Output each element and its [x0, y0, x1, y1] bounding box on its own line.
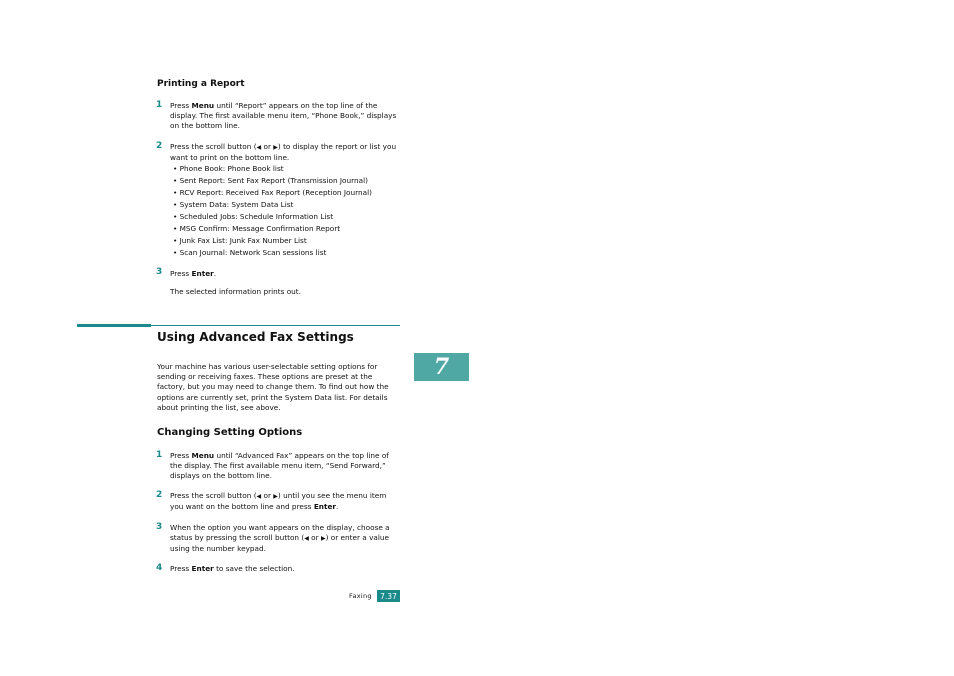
right-arrow-icon: ▶ — [273, 493, 278, 500]
section-intro: Your machine has various user-selectable setting options for sending or receiving faxes. These options are preset at the factory, but you may need to change them. To find out how the options are currently set, print the System Data list. For details about printing the list, see above. — [157, 362, 389, 412]
section-title: Using Advanced Fax Settings — [157, 330, 354, 344]
list-item: • Scan Journal: Network Scan sessions list — [173, 247, 372, 259]
left-arrow-icon: ◀ — [256, 144, 262, 151]
step-number: 1 — [156, 100, 163, 110]
list-item: • Scheduled Jobs: Schedule Information List — [173, 211, 372, 223]
step-text: Press Enter to save the selection. — [170, 564, 295, 573]
section-rule-accent — [77, 324, 151, 327]
step-number: 3 — [156, 267, 163, 277]
left-arrow-icon: ◀ — [304, 535, 309, 543]
list-item: • Junk Fax List: Junk Fax Number List — [173, 235, 372, 247]
report-heading: Printing a Report — [157, 79, 245, 89]
step-text: Press Menu until “Report” appears on the top line of the display. The first available menu item, “Phone Book,” displays on the bottom line. — [170, 101, 397, 131]
step-text: Press Enter. — [170, 269, 217, 278]
section-rule — [151, 325, 400, 326]
right-arrow-icon: ▶ — [320, 535, 326, 543]
list-item: • Phone Book: Phone Book list — [173, 163, 372, 175]
subsection-title: Changing Setting Options — [157, 427, 303, 438]
step-text: Press the scroll button (◀ or ▶) to display the report or list you want to print on the bottom line. — [170, 142, 397, 163]
step-number: 2 — [156, 141, 163, 151]
note-text: The selected information prints out. — [170, 287, 301, 296]
list-item: • MSG Confirm: Message Confirmation Report — [173, 223, 372, 235]
step-number: 2 — [156, 490, 163, 500]
chapter-tab: 7 — [414, 353, 469, 381]
step-number: 4 — [156, 563, 163, 573]
step-number: 3 — [156, 522, 163, 532]
footer-chapter-label: Faxing — [349, 592, 372, 600]
step-text: When the option you want appears on the display, choose a status by pressing the scroll button (◀ or ▶) or enter a value using the number keypad. — [170, 523, 390, 554]
step-text: Press Menu until “Advanced Fax” appears on the top line of the display. The first available menu item, “Send Forward,” displays on the bottom line. — [170, 451, 389, 481]
left-arrow-icon: ◀ — [256, 493, 262, 500]
list-item: • RCV Report: Received Fax Report (Reception Journal) — [173, 187, 372, 199]
list-item: • System Data: System Data List — [173, 199, 372, 211]
step-number: 1 — [156, 450, 163, 460]
page-number: 7.37 — [377, 590, 400, 602]
list-item: • Sent Report: Sent Fax Report (Transmission Journal) — [173, 175, 372, 187]
report-list — [173, 163, 372, 259]
right-arrow-icon: ▶ — [273, 144, 278, 151]
step-text: Press the scroll button (◀ or ▶) until you see the menu item you want on the bottom line and press Enter. — [170, 491, 387, 512]
